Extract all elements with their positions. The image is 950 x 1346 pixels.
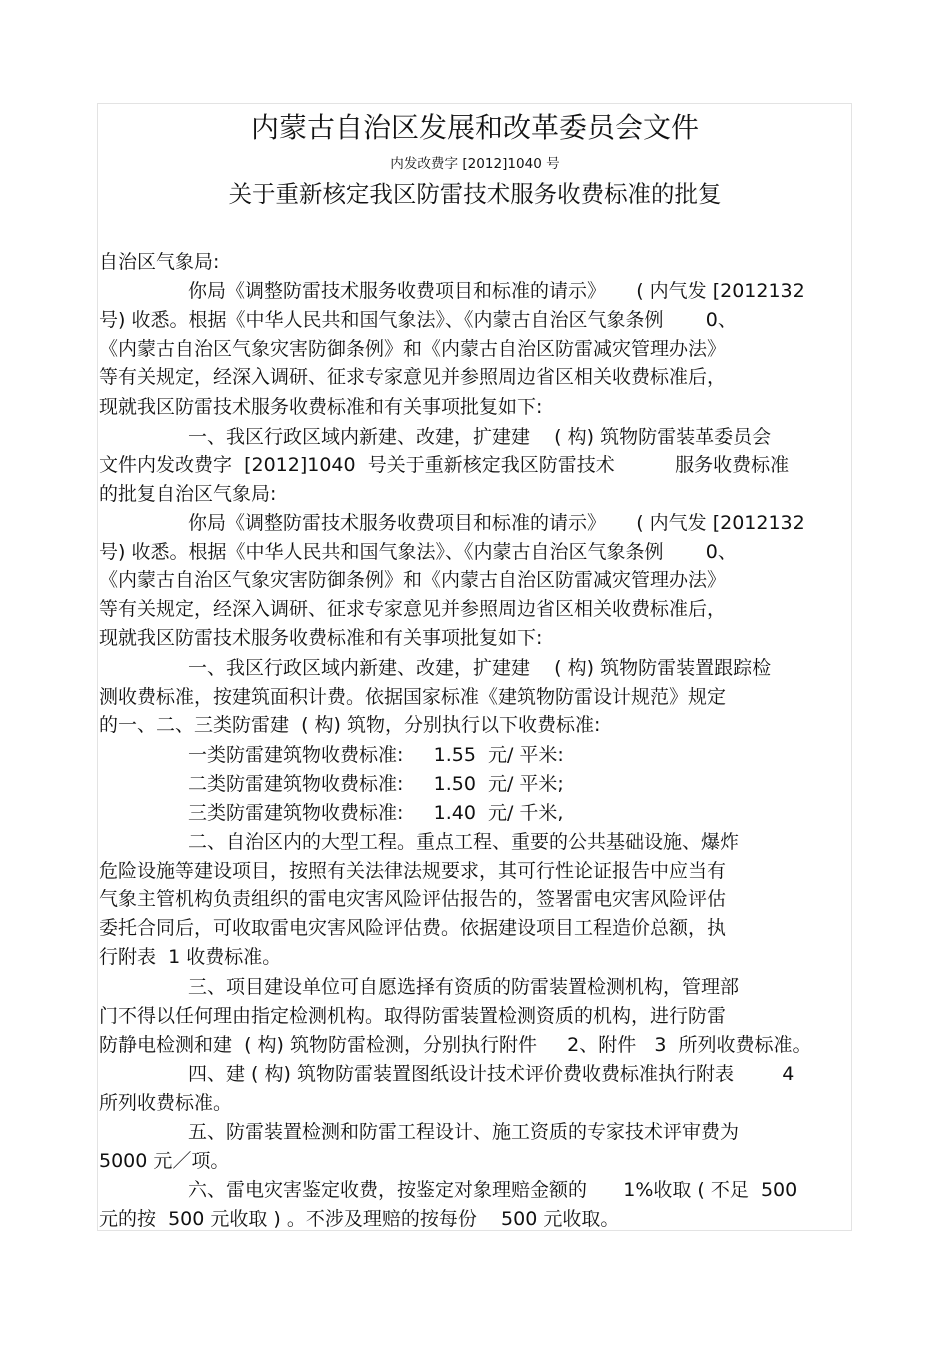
body-line: 你局《调整防雷技术服务收费项目和标准的请示》 ( 内气发 [2012132 bbox=[188, 280, 805, 302]
body-line: 五、防雷装置检测和防雷工程设计、施工资质的专家技术评审费为 bbox=[188, 1121, 740, 1143]
body-line: 六、雷电灾害鉴定收费，按鉴定对象理赔金额的 1%收取 ( 不足 500 bbox=[188, 1179, 798, 1201]
body-line: 的一、二、三类防雷建 ( 构) 筑物，分别执行以下收费标准: bbox=[99, 714, 601, 736]
body-line: 的批复自治区气象局: bbox=[99, 483, 277, 505]
body-line: 元的按 500 元收取 ) 。不涉及理赔的按每份 500 元收取。 bbox=[99, 1208, 620, 1230]
body-line: 委托合同后，可收取雷电灾害风险评估费。依据建设项目工程造价总额，执 bbox=[99, 917, 727, 939]
body-line: 三、项目建设单位可自愿选择有资质的防雷装置检测机构，管理部 bbox=[188, 976, 740, 998]
body-line: 自治区气象局: bbox=[99, 251, 220, 273]
document-title: 内蒙古自治区发展和改革委员会文件 bbox=[250, 111, 699, 144]
body-line: 一、我区行政区域内新建、改建，扩建建 ( 构) 筑物防雷装置跟踪检 bbox=[188, 657, 772, 679]
body-line: 文件内发改费字 [2012]1040 号关于重新核定我区防雷技术 服务收费标准 bbox=[99, 454, 790, 476]
body-line: 防静电检测和建 ( 构) 筑物防雷检测，分别执行附件 2、附件 3 所列收费标准。 bbox=[99, 1034, 812, 1056]
body-line: 号) 收悉。根据《中华人民共和国气象法》、《内蒙古自治区气象条例 0、 bbox=[99, 309, 737, 331]
body-line: 测收费标准，按建筑面积计费。依据国家标准《建筑物防雷设计规范》规定 bbox=[99, 686, 727, 708]
body-line: 你局《调整防雷技术服务收费项目和标准的请示》 ( 内气发 [2012132 bbox=[188, 512, 805, 534]
body-line: 二类防雷建筑物收费标准: 1.50 元/ 平米; bbox=[188, 773, 564, 795]
body-line: 所列收费标准。 bbox=[99, 1092, 233, 1114]
body-line: 等有关规定，经深入调研、征求专家意见并参照周边省区相关收费标准后， bbox=[99, 598, 727, 620]
body-line: 一、我区行政区域内新建、改建，扩建建 ( 构) 筑物防雷装革委员会 bbox=[188, 426, 772, 448]
body-line: 四、建 ( 构) 筑物防雷装置图纸设计技术评价费收费标准执行附表 4 bbox=[188, 1063, 795, 1085]
body-line: 二、自治区内的大型工程。重点工程、重要的公共基础设施、爆炸 bbox=[188, 831, 740, 853]
body-line: 现就我区防雷技术服务收费标准和有关事项批复如下: bbox=[99, 396, 543, 418]
body-line: 号) 收悉。根据《中华人民共和国气象法》、《内蒙古自治区气象条例 0、 bbox=[99, 541, 737, 563]
body-line: 《内蒙古自治区气象灾害防御条例》和《内蒙古自治区防雷减灾管理办法》 bbox=[99, 338, 727, 360]
body-line: 一类防雷建筑物收费标准: 1.55 元/ 平米: bbox=[188, 744, 564, 766]
body-line: 门不得以任何理由指定检测机构。取得防雷装置检测资质的机构，进行防雷 bbox=[99, 1005, 727, 1027]
document-number: 内发改费字 [2012]1040 号 bbox=[390, 156, 560, 172]
body-line: 等有关规定，经深入调研、征求专家意见并参照周边省区相关收费标准后， bbox=[99, 366, 727, 388]
body-line: 《内蒙古自治区气象灾害防御条例》和《内蒙古自治区防雷减灾管理办法》 bbox=[99, 569, 727, 591]
body-line: 气象主管机构负责组织的雷电灾害风险评估报告的，签署雷电灾害风险评估 bbox=[99, 888, 727, 910]
body-line: 5000 元／项。 bbox=[99, 1150, 230, 1172]
document-subject: 关于重新核定我区防雷技术服务收费标准的批复 bbox=[228, 180, 722, 208]
body-line: 危险设施等建设项目，按照有关法律法规要求，其可行性论证报告中应当有 bbox=[99, 860, 727, 882]
body-line: 现就我区防雷技术服务收费标准和有关事项批复如下: bbox=[99, 627, 543, 649]
body-line: 行附表 1 收费标准。 bbox=[99, 946, 282, 968]
body-line: 三类防雷建筑物收费标准: 1.40 元/ 千米, bbox=[188, 802, 564, 824]
